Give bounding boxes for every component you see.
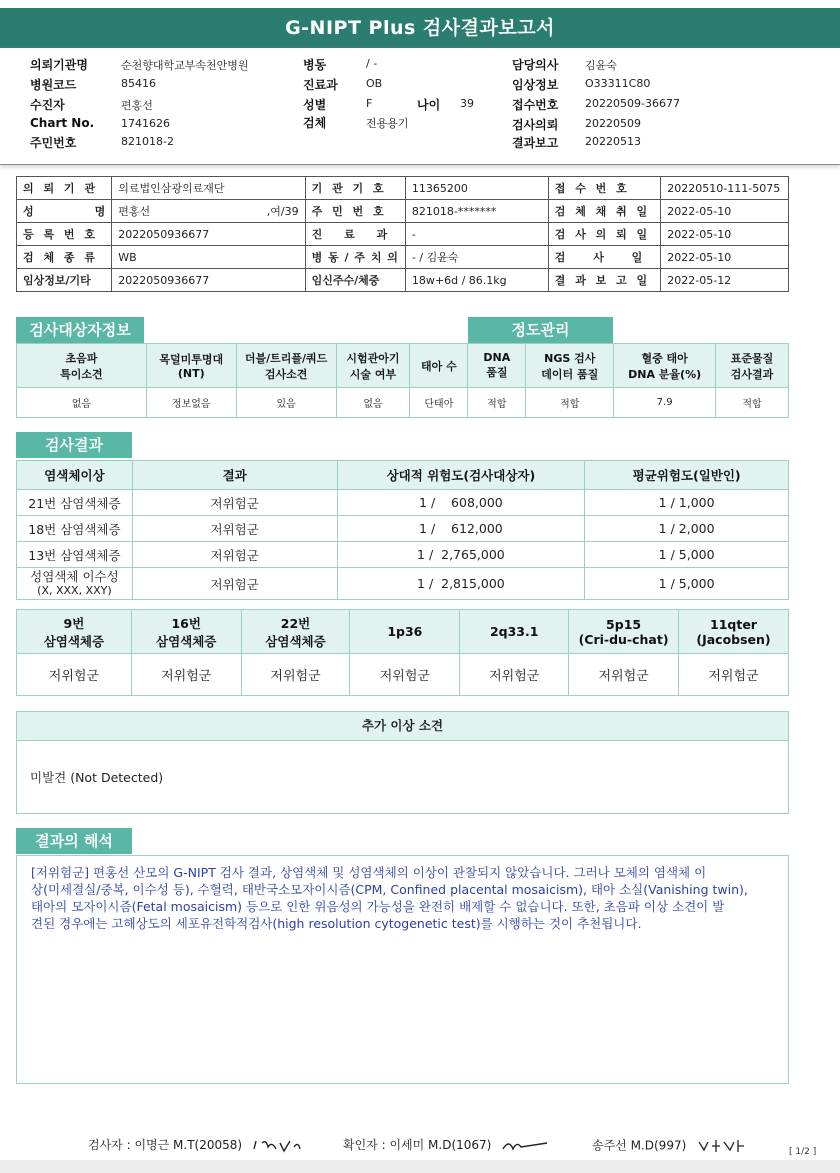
table-cell: 1 / 5,000 bbox=[585, 568, 789, 600]
info-value: 2022050936677 bbox=[112, 223, 305, 246]
table-cell: 1 / 2,000 bbox=[585, 516, 789, 542]
table-cell: 저위험군 bbox=[132, 568, 337, 600]
table-cell: 저위험군 bbox=[241, 654, 350, 696]
resident-label: 주민번호 bbox=[30, 136, 77, 150]
table-cell: 없음 bbox=[336, 388, 410, 418]
table-cell: 적합 bbox=[716, 388, 789, 418]
name-value: 편홍선 bbox=[118, 205, 151, 218]
info-label: 접 수 번 호 bbox=[548, 177, 661, 200]
clinical-value: O33311C80 bbox=[585, 77, 651, 90]
col-header: 상대적 위험도(검사대상자) bbox=[337, 461, 585, 490]
resident-value: 821018-2 bbox=[121, 135, 174, 148]
interpretation-text bbox=[31, 864, 781, 932]
col-header: 2q33.1 bbox=[460, 610, 569, 654]
report-date-value: 20220513 bbox=[585, 135, 641, 148]
patient-value: 편홍선 bbox=[121, 99, 153, 112]
info-label: 의 뢰 기 관 bbox=[17, 177, 112, 200]
col-header: 22번 삼염색체증 bbox=[241, 610, 350, 654]
info-value: 2022-05-10 bbox=[661, 200, 789, 223]
interpretation-line: [저위험군] 편홍선 산모의 G-NIPT 검사 결과, 상염색체 및 성염색체의 이상이 관찰되지 않았습니다. 그러나 모체의 염색체 이 bbox=[31, 865, 707, 880]
table-cell: 21번 삼염색체증 bbox=[17, 490, 133, 516]
table-cell: 없음 bbox=[17, 388, 147, 418]
dept-label: 진료과 bbox=[303, 78, 338, 92]
micro-value-row bbox=[17, 654, 789, 696]
table-cell: 저위험군 bbox=[350, 654, 460, 696]
sex-value: F bbox=[366, 97, 373, 110]
info-row bbox=[17, 200, 789, 223]
chart-value: 1741626 bbox=[121, 117, 170, 130]
interpretation-line: 견된 경우에는 고해상도의 세포유전학적검사(high resolution cytogenetic test)를 시행하는 것이 추천됩니다. bbox=[31, 916, 642, 931]
info-value: WB bbox=[112, 246, 305, 269]
doctor-label: 담당의사 bbox=[512, 58, 559, 72]
reviewer-signature-line bbox=[592, 1136, 746, 1156]
subject-value-row bbox=[17, 388, 789, 418]
report-header bbox=[0, 48, 840, 165]
table-cell: 1 / 608,000 bbox=[337, 490, 585, 516]
subject-table bbox=[16, 343, 789, 418]
ward-value: / - bbox=[366, 57, 378, 70]
info-value: 821018-******* bbox=[405, 200, 548, 223]
tester-signature bbox=[250, 1137, 302, 1155]
col-header: 11qter (Jacobsen) bbox=[679, 610, 789, 654]
col-header: NGS 검사 데이터 품질 bbox=[526, 344, 614, 388]
clinical-label: 임상정보 bbox=[512, 78, 559, 92]
info-label: 임신주수/체중 bbox=[305, 269, 405, 292]
col-header: 5p15 (Cri-du-chat) bbox=[569, 610, 679, 654]
col-header: 9번 삼염색체증 bbox=[17, 610, 132, 654]
info-table bbox=[16, 176, 789, 292]
microdeletion-table bbox=[16, 609, 789, 696]
col-header: 결과 bbox=[132, 461, 337, 490]
table-cell: 저위험군 bbox=[131, 654, 241, 696]
report-date-label: 결과보고 bbox=[512, 136, 559, 150]
table-row bbox=[17, 490, 789, 516]
table-cell: 저위험군 bbox=[460, 654, 569, 696]
report-title: G-NIPT Plus 검사결과보고서 bbox=[0, 8, 840, 48]
info-value: - bbox=[405, 223, 548, 246]
subject-header-row bbox=[17, 344, 789, 388]
info-value: - / 김윤숙 bbox=[405, 246, 548, 269]
additional-findings-title: 추가 이상 소견 bbox=[17, 712, 788, 741]
col-header: 평균위험도(일반인) bbox=[585, 461, 789, 490]
info-label: 검 사 의 뢰 일 bbox=[548, 223, 661, 246]
table-cell: 저위험군 bbox=[569, 654, 679, 696]
table-cell: 적합 bbox=[468, 388, 526, 418]
col-header: 태아 수 bbox=[410, 344, 468, 388]
table-cell: 1 / 2,815,000 bbox=[337, 568, 585, 600]
results-table bbox=[16, 460, 789, 600]
table-cell: 정보없음 bbox=[146, 388, 236, 418]
doctor-value: 김윤숙 bbox=[585, 59, 617, 72]
reviewer-text: 송주선 M.D(997) bbox=[592, 1138, 687, 1153]
institution-value: 순천향대학교부속천안병원 bbox=[121, 59, 249, 72]
confirmer-text: 확인자 : 이세미 M.D(1067) bbox=[343, 1138, 492, 1152]
table-row bbox=[17, 568, 789, 600]
table-cell: 1 / 2,765,000 bbox=[337, 542, 585, 568]
info-row bbox=[17, 269, 789, 292]
info-label: 검 사 일 bbox=[548, 246, 661, 269]
patient-label: 수진자 bbox=[30, 98, 65, 112]
col-header: 16번 삼염색체증 bbox=[131, 610, 241, 654]
age-label: 나이 bbox=[417, 98, 441, 112]
info-value: 2022-05-10 bbox=[661, 223, 789, 246]
table-row bbox=[17, 542, 789, 568]
micro-header-row bbox=[17, 610, 789, 654]
info-row bbox=[17, 177, 789, 200]
info-label: 병 동 / 주 치 의 bbox=[305, 246, 405, 269]
receipt-value: 20220509-36677 bbox=[585, 97, 680, 110]
additional-findings-text: 미발견 (Not Detected) bbox=[30, 770, 164, 785]
table-cell: 1 / 1,000 bbox=[585, 490, 789, 516]
age-value: 39 bbox=[460, 97, 474, 110]
info-label: 진 료 과 bbox=[305, 223, 405, 246]
bottom-strip bbox=[0, 1160, 840, 1173]
col-header: 초음파 특이소견 bbox=[17, 344, 147, 388]
info-value: 20220510-111-5075 bbox=[661, 177, 789, 200]
reviewer-signature bbox=[696, 1136, 746, 1156]
interpretation-line: 상(미세결실/중복, 이수성 등), 수혈력, 태반국소모자이시즘(CPM, Confined placental mosaicism), 태아 소실(Vanishing twin), bbox=[31, 882, 748, 897]
col-header: 시험관아기 시술 여부 bbox=[336, 344, 410, 388]
info-label: 검 체 종 류 bbox=[17, 246, 112, 269]
info-value: 2022-05-10 bbox=[661, 246, 789, 269]
info-label: 성 명 bbox=[17, 200, 112, 223]
qc-section-title: 정도관리 bbox=[468, 317, 613, 343]
chart-label: Chart No. bbox=[30, 116, 95, 130]
info-value: 18w+6d / 86.1kg bbox=[405, 269, 548, 292]
info-row bbox=[17, 246, 789, 269]
info-value bbox=[112, 200, 305, 223]
info-row bbox=[17, 223, 789, 246]
table-cell: 13번 삼염색체증 bbox=[17, 542, 133, 568]
interpretation-section-title: 결과의 해석 bbox=[16, 828, 132, 854]
specimen-value: 전용용기 bbox=[366, 117, 409, 130]
request-label: 검사의뢰 bbox=[512, 118, 559, 132]
table-cell: 저위험군 bbox=[132, 542, 337, 568]
info-label: 결 과 보 고 일 bbox=[548, 269, 661, 292]
info-value: 11365200 bbox=[405, 177, 548, 200]
additional-findings-box bbox=[16, 711, 789, 814]
col-header: 더블/트리플/쿼드 검사소견 bbox=[236, 344, 336, 388]
col-header: 1p36 bbox=[350, 610, 460, 654]
sex-age-value: ,여/39 bbox=[266, 205, 299, 218]
page-indicator: [ 1/2 ] bbox=[789, 1147, 817, 1157]
info-value: 2022-05-12 bbox=[661, 269, 789, 292]
ward-label: 병동 bbox=[303, 58, 327, 72]
table-cell: 단태아 bbox=[410, 388, 468, 418]
info-label: 등 록 번 호 bbox=[17, 223, 112, 246]
tester-text: 검사자 : 이명근 M.T(20058) bbox=[88, 1138, 243, 1152]
hospital-code-label: 병원코드 bbox=[30, 78, 77, 92]
table-cell: 있음 bbox=[236, 388, 336, 418]
info-label: 기 관 기 호 bbox=[305, 177, 405, 200]
info-label: 임상정보/기타 bbox=[17, 269, 112, 292]
col-header: 염색체이상 bbox=[17, 461, 133, 490]
sex-label: 성별 bbox=[303, 98, 327, 112]
table-cell: 저위험군 bbox=[132, 490, 337, 516]
table-cell: 적합 bbox=[526, 388, 614, 418]
institution-label: 의뢰기관명 bbox=[30, 58, 88, 72]
results-header-row bbox=[17, 461, 789, 490]
request-value: 20220509 bbox=[585, 117, 641, 130]
subject-section-title: 검사대상자정보 bbox=[16, 317, 144, 343]
col-header: DNA 품질 bbox=[468, 344, 526, 388]
table-cell: 1 / 612,000 bbox=[337, 516, 585, 542]
confirmer-signature-line bbox=[343, 1136, 549, 1155]
tester-signature-line bbox=[88, 1136, 302, 1155]
info-value: 의료법인삼광의료재단 bbox=[112, 177, 305, 200]
interpretation-line: 태아의 모자이시즘(Fetal mosaicism) 등으로 인한 위음성의 가능성을 완전히 배제할 수 없습니다. 또한, 초음파 이상 소견이 발 bbox=[31, 899, 725, 914]
receipt-label: 접수번호 bbox=[512, 98, 559, 112]
table-cell: 저위험군 bbox=[132, 516, 337, 542]
table-cell: 저위험군 bbox=[17, 654, 132, 696]
info-value: 2022050936677 bbox=[112, 269, 305, 292]
table-cell: 저위험군 bbox=[679, 654, 789, 696]
info-label: 주 민 번 호 bbox=[305, 200, 405, 223]
dept-value: OB bbox=[366, 77, 383, 90]
table-cell: 1 / 5,000 bbox=[585, 542, 789, 568]
hospital-code-value: 85416 bbox=[121, 77, 156, 90]
specimen-label: 검체 bbox=[303, 116, 327, 130]
table-cell: 성염색체 이수성 (X, XXX, XXY) bbox=[17, 568, 133, 600]
col-header: 표준물질 검사결과 bbox=[716, 344, 789, 388]
table-cell: 7.9 bbox=[614, 388, 716, 418]
col-header: 목덜미투명대 (NT) bbox=[146, 344, 236, 388]
table-row bbox=[17, 516, 789, 542]
interpretation-box bbox=[16, 855, 789, 1084]
info-label: 검 체 채 취 일 bbox=[548, 200, 661, 223]
confirmer-signature bbox=[501, 1137, 549, 1155]
results-section-title: 검사결과 bbox=[16, 432, 132, 458]
table-cell: 18번 삼염색체증 bbox=[17, 516, 133, 542]
col-header: 혈중 태아 DNA 분율(%) bbox=[614, 344, 716, 388]
